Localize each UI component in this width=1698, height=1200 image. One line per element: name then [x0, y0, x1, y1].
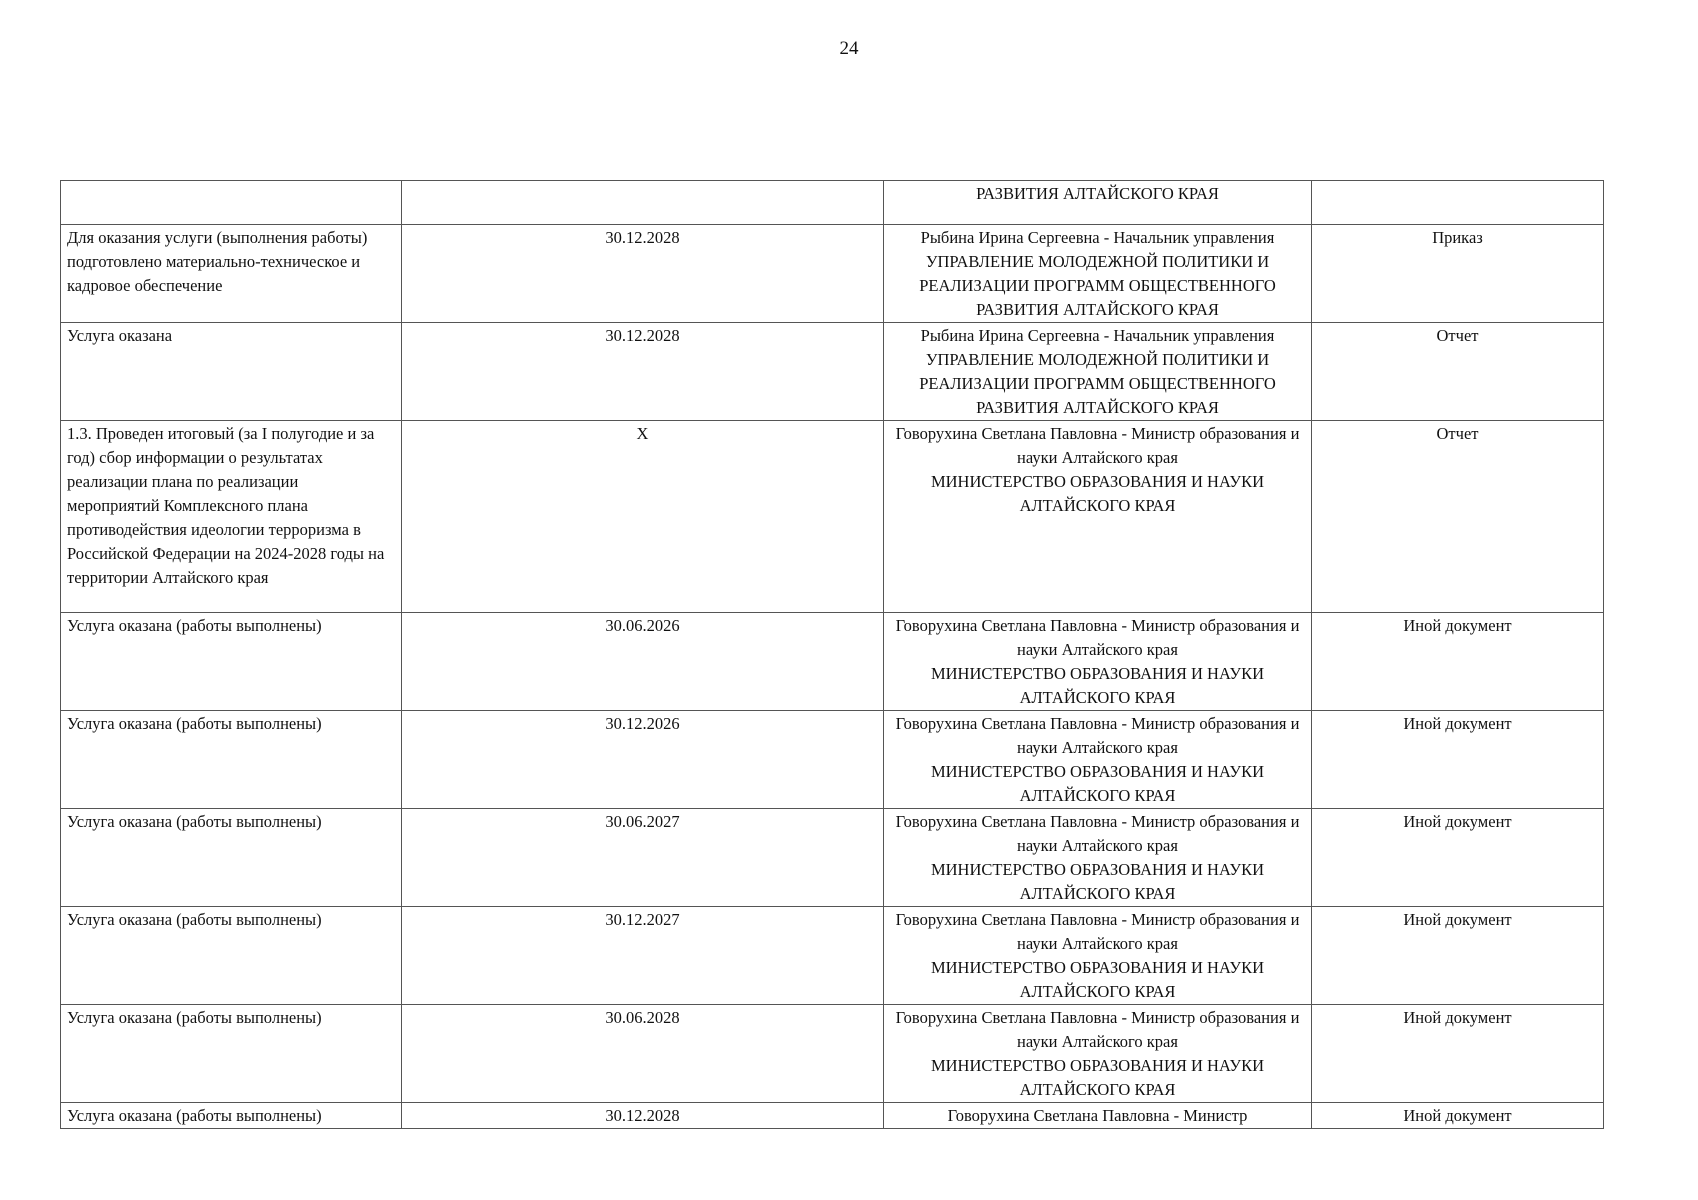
responsible-cell — [884, 1005, 1312, 1103]
description-cell: Услуга оказана (работы выполнены) — [61, 613, 402, 711]
plan-table — [60, 180, 1604, 1129]
description-cell: Услуга оказана (работы выполнены) — [61, 907, 402, 1005]
responsible-person: Говорухина Светлана Павловна - Министр образования и науки Алтайского края — [895, 812, 1300, 855]
document-type-cell: Иной документ — [1312, 907, 1604, 1005]
date-cell: 30.12.2028 — [402, 323, 884, 421]
description-cell: Услуга оказана (работы выполнены) — [61, 1103, 402, 1129]
page-number: 24 — [839, 38, 859, 59]
document-type-cell: Иной документ — [1312, 613, 1604, 711]
responsible-org: МИНИСТЕРСТВО ОБРАЗОВАНИЯ И НАУКИ АЛТАЙСКОГО КРАЯ — [930, 664, 1265, 707]
responsible-org: УПРАВЛЕНИЕ МОЛОДЕЖНОЙ ПОЛИТИКИ И РЕАЛИЗАЦИИ ПРОГРАММ ОБЩЕСТВЕННОГО РАЗВИТИЯ АЛТАЙСКОГО КРАЯ — [919, 350, 1276, 417]
responsible-cell — [884, 421, 1312, 613]
table-row — [61, 1005, 1604, 1103]
table-row — [61, 1103, 1604, 1129]
table-row — [61, 323, 1604, 421]
table-row — [61, 613, 1604, 711]
responsible-person: Говорухина Светлана Павловна - Министр образования и науки Алтайского края — [895, 424, 1300, 467]
responsible-org: МИНИСТЕРСТВО ОБРАЗОВАНИЯ И НАУКИ АЛТАЙСКОГО КРАЯ — [930, 1056, 1265, 1099]
date-cell: 30.12.2028 — [402, 225, 884, 323]
table-row — [61, 711, 1604, 809]
document-type-cell: Иной документ — [1312, 809, 1604, 907]
responsible-org: РАЗВИТИЯ АЛТАЙСКОГО КРАЯ — [976, 184, 1219, 203]
date-cell: 30.06.2026 — [402, 613, 884, 711]
responsible-cell — [884, 907, 1312, 1005]
date-cell: 30.12.2026 — [402, 711, 884, 809]
description-cell: Услуга оказана (работы выполнены) — [61, 711, 402, 809]
description-cell — [61, 181, 402, 225]
responsible-org: МИНИСТЕРСТВО ОБРАЗОВАНИЯ И НАУКИ АЛТАЙСКОГО КРАЯ — [930, 762, 1265, 805]
document-type-cell: Приказ — [1312, 225, 1604, 323]
date-cell: X — [402, 421, 884, 613]
responsible-org: МИНИСТЕРСТВО ОБРАЗОВАНИЯ И НАУКИ АЛТАЙСКОГО КРАЯ — [930, 860, 1265, 903]
responsible-person: Говорухина Светлана Павловна - Министр образования и науки Алтайского края — [895, 1008, 1300, 1051]
date-cell: 30.06.2028 — [402, 1005, 884, 1103]
description-cell: Услуга оказана (работы выполнены) — [61, 809, 402, 907]
date-cell — [402, 181, 884, 225]
responsible-org: МИНИСТЕРСТВО ОБРАЗОВАНИЯ И НАУКИ АЛТАЙСКОГО КРАЯ — [930, 958, 1265, 1001]
date-cell: 30.06.2027 — [402, 809, 884, 907]
responsible-org: УПРАВЛЕНИЕ МОЛОДЕЖНОЙ ПОЛИТИКИ И РЕАЛИЗАЦИИ ПРОГРАММ ОБЩЕСТВЕННОГО РАЗВИТИЯ АЛТАЙСКОГО КРАЯ — [919, 252, 1276, 319]
description-cell: Услуга оказана (работы выполнены) — [61, 1005, 402, 1103]
date-cell: 30.12.2027 — [402, 907, 884, 1005]
document-type-cell — [1312, 181, 1604, 225]
responsible-cell — [884, 613, 1312, 711]
responsible-person: Говорухина Светлана Павловна - Министр образования и науки Алтайского края — [895, 714, 1300, 757]
table-row — [61, 181, 1604, 225]
responsible-person: Говорухина Светлана Павловна - Министр — [947, 1106, 1248, 1125]
responsible-org: МИНИСТЕРСТВО ОБРАЗОВАНИЯ И НАУКИ АЛТАЙСКОГО КРАЯ — [930, 472, 1265, 515]
responsible-cell — [884, 1103, 1312, 1129]
document-type-cell: Иной документ — [1312, 1103, 1604, 1129]
responsible-person: Говорухина Светлана Павловна - Министр образования и науки Алтайского края — [895, 910, 1300, 953]
description-cell: Для оказания услуги (выполнения работы) подготовлено материально-техническое и кадровое обеспечение — [61, 225, 402, 323]
description-cell: 1.3. Проведен итоговый (за I полугодие и за год) сбор информации о результатах реализации плана по реализации мероприятий Комплексного плана противодействия идеологии терроризма в Российской Федерации на 2024-2028 годы на территории Алтайского края — [61, 421, 402, 613]
responsible-person: Рыбина Ирина Сергеевна - Начальник управления — [920, 326, 1275, 345]
responsible-cell — [884, 225, 1312, 323]
responsible-cell — [884, 323, 1312, 421]
responsible-cell — [884, 181, 1312, 225]
document-type-cell: Иной документ — [1312, 711, 1604, 809]
document-type-cell: Иной документ — [1312, 1005, 1604, 1103]
document-type-cell: Отчет — [1312, 323, 1604, 421]
responsible-cell — [884, 711, 1312, 809]
responsible-person: Говорухина Светлана Павловна - Министр образования и науки Алтайского края — [895, 616, 1300, 659]
table-row — [61, 809, 1604, 907]
table-row — [61, 421, 1604, 613]
responsible-person: Рыбина Ирина Сергеевна - Начальник управления — [920, 228, 1275, 247]
date-cell: 30.12.2028 — [402, 1103, 884, 1129]
responsible-cell — [884, 809, 1312, 907]
description-cell: Услуга оказана — [61, 323, 402, 421]
table-row — [61, 907, 1604, 1005]
table-row — [61, 225, 1604, 323]
document-type-cell: Отчет — [1312, 421, 1604, 613]
